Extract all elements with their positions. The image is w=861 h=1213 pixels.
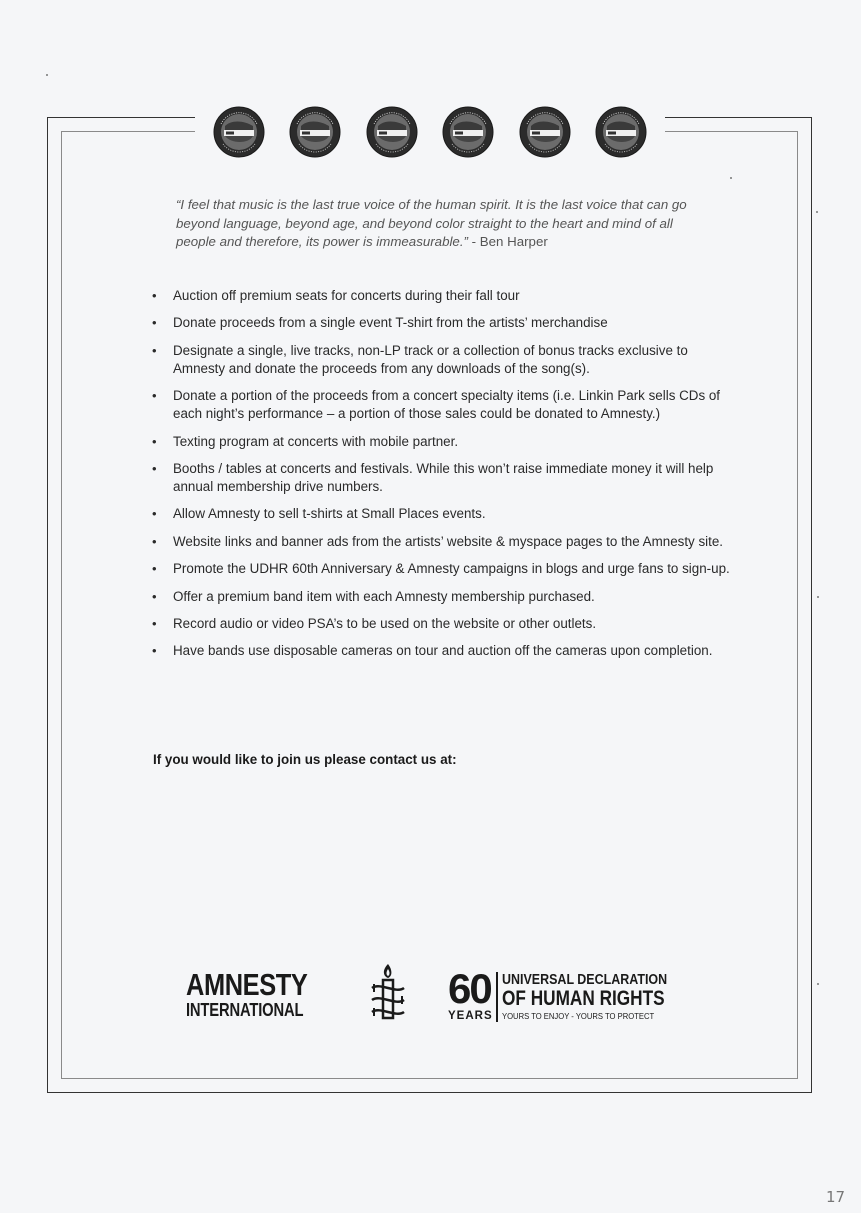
bullet-icon: • <box>152 388 157 404</box>
scan-speck <box>816 211 818 213</box>
list-item-text: Website links and banner ads from the artists’ website & myspace pages to the Amnesty site. <box>173 533 724 549</box>
list-item-text: Donate a portion of the proceeds from a concert specialty items (i.e. Linkin Park sells CDs of each night’s performance – a portion of those sales could be donated to Amnesty.) <box>173 388 721 422</box>
list-item-text: Have bands use disposable cameras on tour and auction off the cameras upon completion. <box>173 643 713 659</box>
list-item <box>152 460 732 496</box>
udhr-line2: OF HUMAN RIGHTS <box>502 987 665 1010</box>
list-item <box>152 505 732 523</box>
list-item-text: Donate proceeds from a single event T-shirt from the artists’ merchandise <box>173 315 608 331</box>
list-item <box>152 342 732 378</box>
bullet-icon: • <box>152 460 157 476</box>
idea-list <box>152 287 732 670</box>
bullet-icon: • <box>152 561 157 577</box>
udhr-line1: UNIVERSAL DECLARATION <box>502 972 668 988</box>
quote-text: “I feel that music is the last true voice of the human spirit. It is the last voice that can go beyond language, beyond age, and beyond color straight to the heart and mind of all people and therefore, its power is immeasurable.” <box>176 197 687 249</box>
bullet-icon: • <box>152 588 157 604</box>
small-places-tour-badge-icon <box>442 106 494 158</box>
amnesty-international-logo <box>186 967 308 1020</box>
list-item-text: Designate a single, live tracks, non-LP track or a collection of bonus tracks exclusive to Amnesty and donate the proceeds from any downloads of the song(s). <box>173 342 688 376</box>
list-item <box>152 588 732 606</box>
list-item <box>152 433 732 451</box>
footer-logos <box>186 960 676 1030</box>
bullet-icon: • <box>152 288 157 303</box>
amnesty-wordmark: AMNESTY <box>186 967 308 1002</box>
scan-speck <box>817 596 819 598</box>
small-places-tour-badge-icon <box>213 106 265 158</box>
bullet-icon: • <box>152 433 157 449</box>
bullet-icon: • <box>152 342 157 358</box>
bullet-icon: • <box>152 315 157 331</box>
list-item <box>152 314 732 332</box>
scan-speck <box>817 983 819 985</box>
contact-heading: If you would like to join us please contact us at: <box>153 752 457 767</box>
list-item-text: Allow Amnesty to sell t-shirts at Small Places events. <box>173 506 486 522</box>
page-number: 17 <box>826 1188 846 1206</box>
list-item <box>152 615 732 633</box>
badge-row <box>195 100 665 164</box>
list-item-text: Booths / tables at concerts and festivals. While this won’t raise immediate money it will help annual membership drive numbers. <box>173 460 714 494</box>
bullet-icon: • <box>152 615 157 631</box>
udhr-divider <box>496 972 498 1022</box>
candle-barbed-wire-icon <box>366 960 410 1026</box>
udhr-60-logo <box>448 965 678 1024</box>
list-item <box>152 387 732 423</box>
scan-speck <box>730 177 732 179</box>
small-places-tour-badge-icon <box>366 106 418 158</box>
list-item-text: Auction off premium seats for concerts during their fall tour <box>173 288 520 303</box>
list-item-text: Promote the UDHR 60th Anniversary & Amnesty campaigns in blogs and urge fans to sign-up. <box>173 561 730 577</box>
list-item <box>152 642 732 660</box>
bullet-icon: • <box>152 506 157 522</box>
list-item <box>152 560 732 578</box>
bullet-icon: • <box>152 643 157 659</box>
small-places-tour-badge-icon <box>289 106 341 158</box>
list-item-text: Record audio or video PSA’s to be used on the website or other outlets. <box>173 615 597 631</box>
udhr-number: 60 <box>448 965 491 1012</box>
ben-harper-quote <box>176 196 696 252</box>
list-item <box>152 287 732 305</box>
udhr-years: YEARS <box>448 1010 493 1022</box>
quote-author: - Ben Harper <box>467 234 548 249</box>
list-item-text: Texting program at concerts with mobile partner. <box>173 433 459 449</box>
list-item-text: Offer a premium band item with each Amnesty membership purchased. <box>173 588 595 604</box>
bullet-icon: • <box>152 533 157 549</box>
small-places-tour-badge-icon <box>519 106 571 158</box>
international-wordmark: INTERNATIONAL <box>186 1000 304 1020</box>
list-item <box>152 533 732 551</box>
scan-speck <box>46 74 48 76</box>
small-places-tour-badge-icon <box>595 106 647 158</box>
udhr-line3: YOURS TO ENJOY - YOURS TO PROTECT <box>502 1011 655 1021</box>
